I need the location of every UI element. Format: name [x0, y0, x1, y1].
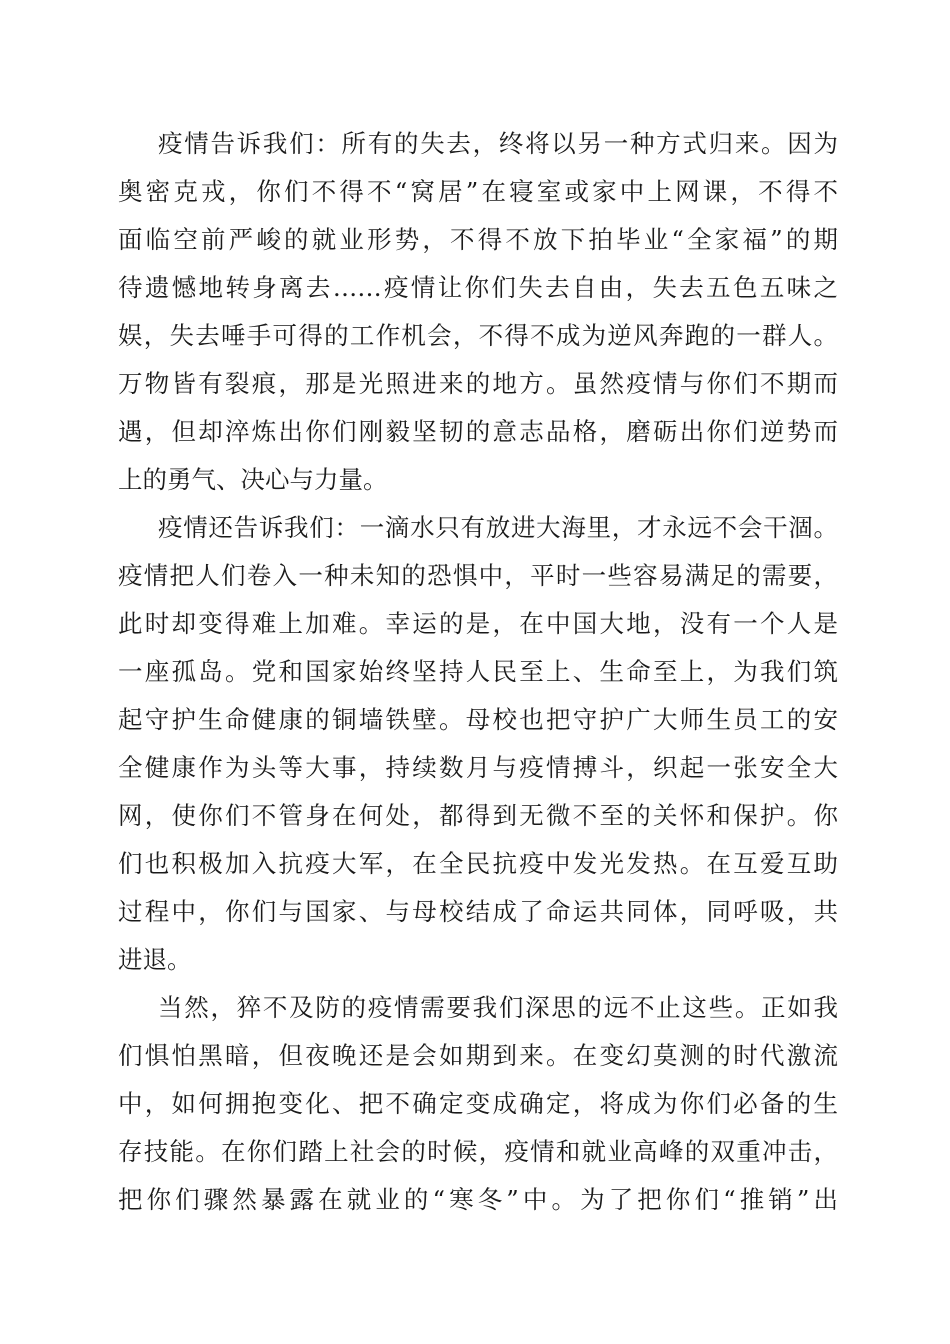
paragraph-3-line-4: 存技能。在你们踏上社会的时候，疫情和就业高峰的双重冲击，: [118, 1137, 838, 1166]
paragraph-2-line-3: 此时却变得难上加难。幸运的是，在中国大地，没有一个人是: [118, 609, 838, 638]
paragraph-1-line-2: 奥密克戎，你们不得不“窝居”在寝室或家中上网课，不得不: [118, 177, 838, 206]
paragraph-2-line-9: 过程中，你们与国家、与母校结成了命运共同体，同呼吸，共: [118, 897, 838, 926]
paragraph-2-line-6: 全健康作为头等大事，持续数月与疫情搏斗，织起一张安全大: [118, 753, 838, 782]
paragraph-2-line-1: 疫情还告诉我们：一滴水只有放进大海里，才永远不会干涸。: [158, 513, 838, 542]
paragraph-2-line-5: 起守护生命健康的铜墙铁壁。母校也把守护广大师生员工的安: [118, 705, 838, 734]
paragraph-2-line-8: 们也积极加入抗疫大军，在全民抗疫中发光发热。在互爱互助: [118, 849, 838, 878]
body-text: [118, 120, 838, 1224]
paragraph-1-line-5: 娱，失去唾手可得的工作机会，不得不成为逆风奔跑的一群人。: [118, 321, 838, 350]
paragraph-1-line-6: 万物皆有裂痕，那是光照进来的地方。虽然疫情与你们不期而: [118, 369, 838, 398]
paragraph-1-line-4: 待遗憾地转身离去……疫情让你们失去自由，失去五色五味之: [118, 273, 838, 302]
paragraph-2-line-7: 网，使你们不管身在何处，都得到无微不至的关怀和保护。你: [118, 801, 838, 830]
paragraph-1-line-7: 遇，但却淬炼出你们刚毅坚韧的意志品格，磨砺出你们逆势而: [118, 417, 838, 446]
paragraph-1-line-3: 面临空前严峻的就业形势，不得不放下拍毕业“全家福”的期: [118, 225, 838, 254]
paragraph-3-line-5: 把你们骤然暴露在就业的“寒冬”中。为了把你们“推销”出: [118, 1185, 838, 1214]
paragraph-1-line-1: 疫情告诉我们：所有的失去，终将以另一种方式归来。因为: [158, 129, 838, 158]
paragraph-2-line-2: 疫情把人们卷入一种未知的恐惧中，平时一些容易满足的需要，: [118, 561, 838, 590]
paragraph-3-line-3: 中，如何拥抱变化、把不确定变成确定，将成为你们必备的生: [118, 1089, 838, 1118]
paragraph-1-line-8: 上的勇气、决心与力量。: [118, 465, 388, 494]
paragraph-3-line-1: 当然，猝不及防的疫情需要我们深思的远不止这些。正如我: [158, 993, 838, 1022]
paragraph-2-line-4: 一座孤岛。党和国家始终坚持人民至上、生命至上，为我们筑: [118, 657, 838, 686]
paragraph-3-line-2: 们惧怕黑暗，但夜晚还是会如期到来。在变幻莫测的时代激流: [118, 1041, 838, 1070]
paragraph-2-line-10: 进退。: [118, 945, 192, 974]
